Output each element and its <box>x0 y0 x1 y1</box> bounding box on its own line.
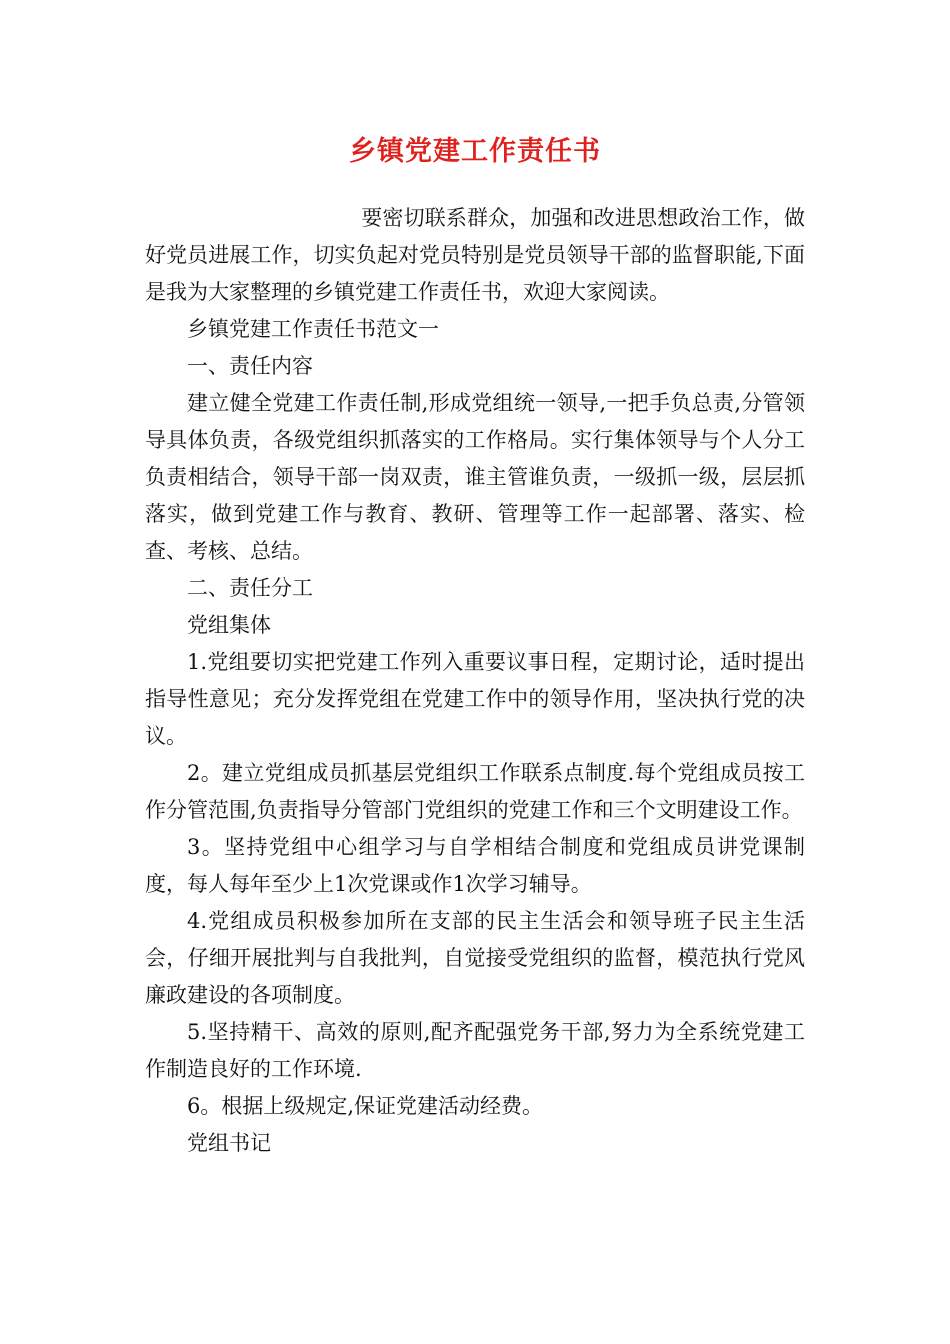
list-item-2: 2。建立党组成员抓基层党组织工作联系点制度.每个党组成员按工作分管范围,负责指导分管部门党组织的党建工作和三个文明建设工作。 <box>145 761 805 822</box>
subheading-party-secretary: 党组书记 <box>187 1131 271 1155</box>
list-item-3: 3。坚持党组中心组学习与自学相结合制度和党组成员讲党课制度，每人每年至少上1次党课或作1次学习辅导。 <box>145 835 805 896</box>
intro-paragraph: 要密切联系群众，加强和改进思想政治工作，做好党员进展工作，切实负起对党员特别是党员领导干部的监督职能,下面是我为大家整理的乡镇党建工作责任书，欢迎大家阅读。 <box>145 206 805 304</box>
list-item-4: 4.党组成员积极参加所在支部的民主生活会和领导班子民主生活会，仔细开展批判与自我批判，自觉接受党组织的监督，模范执行党风廉政建设的各项制度。 <box>145 909 805 1007</box>
list-item-5: 5.坚持精干、高效的原则,配齐配强党务干部,努力为全系统党建工作制造良好的工作环境. <box>145 1020 805 1081</box>
section-heading-sample: 乡镇党建工作责任书范文一 <box>187 317 439 341</box>
list-item-6: 6。根据上级规定,保证党建活动经费。 <box>187 1094 544 1118</box>
section-heading-responsibility-division: 二、责任分工 <box>187 576 313 600</box>
subheading-party-group: 党组集体 <box>187 613 271 637</box>
section-heading-responsibility-content: 一、责任内容 <box>187 354 313 378</box>
paragraph-responsibility-content: 建立健全党建工作责任制,形成党组统一领导,一把手负总责,分管领导具体负责，各级党组织抓落实的工作格局。实行集体领导与个人分工负责相结合，领导干部一岗双责，谁主管谁负责，一级抓一级，层层抓落实，做到党建工作与教育、教研、管理等工作一起部署、落实、检查、考核、总结。 <box>145 391 805 563</box>
document-title: 乡镇党建工作责任书 <box>349 136 601 167</box>
list-item-1: 1.党组要切实把党建工作列入重要议事日程，定期讨论，适时提出指导性意见；充分发挥党组在党建工作中的领导作用，坚决执行党的决议。 <box>145 650 805 748</box>
document-body <box>145 200 805 1162</box>
